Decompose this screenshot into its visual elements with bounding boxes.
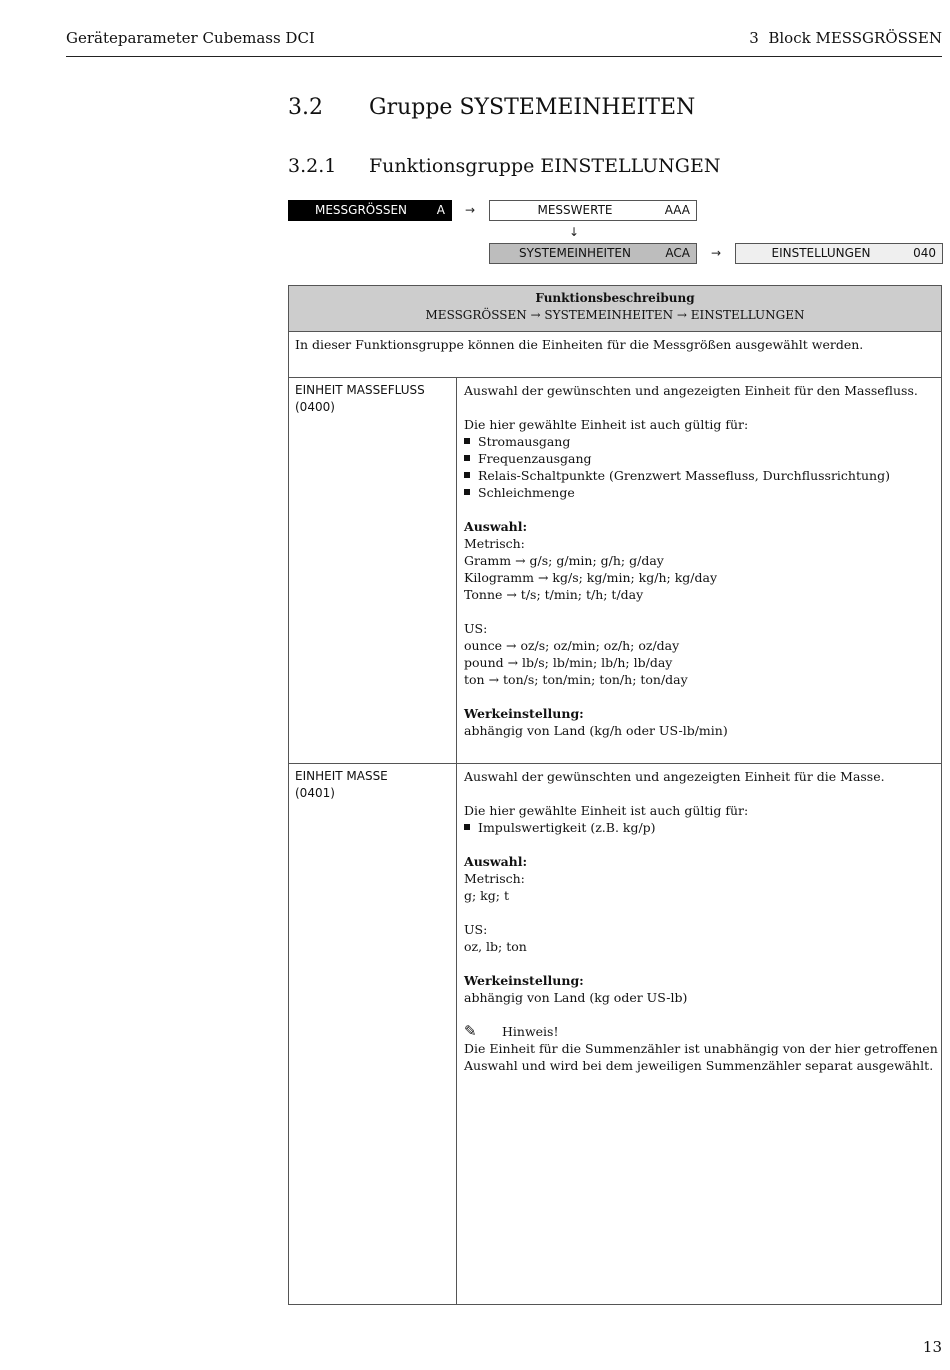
bullet-icon [464, 489, 470, 495]
default-value: abhängig von Land (kg/h oder US-lb/min) [464, 723, 728, 738]
subsection-number: 3.2.1 [288, 155, 337, 177]
table-header-path: MESSGRÖSSEN → SYSTEMEINHEITEN → EINSTELLUNGEN [425, 308, 805, 322]
arrow-right-icon: → [465, 203, 476, 217]
valid-for-title: Die hier gewählte Einheit ist auch gültig für: [464, 417, 749, 432]
nav-group-code: AAA [664, 203, 690, 217]
selection-label: Auswahl: [464, 854, 528, 869]
table-intro: In dieser Funktionsgruppe können die Einheiten für die Messgrößen ausgewählt werden. [295, 337, 864, 352]
table-header [289, 286, 941, 332]
running-header-title: Geräteparameter Cubemass DCI [66, 29, 315, 47]
metric-option: Gramm → g/s; g/min; g/h; g/day [464, 553, 664, 568]
param-description [464, 382, 934, 739]
subsection-heading [288, 155, 720, 177]
metric-option: Tonne → t/s; t/min; t/h; t/day [464, 587, 644, 602]
default-label: Werkeinstellung: [464, 706, 584, 721]
nav-function-group-einstellungen [735, 243, 943, 264]
us-label: US: [464, 621, 488, 636]
us-option: pound → lb/s; lb/min; lb/h; lb/day [464, 655, 673, 670]
us-option: ton → ton/s; ton/min; ton/h; ton/day [464, 672, 688, 687]
note-heading [464, 1023, 934, 1040]
param-name: EINHEIT MASSEFLUSS [295, 383, 425, 397]
pencil-icon: ✎ [464, 1022, 477, 1040]
nav-function-group-label: EINSTELLUNGEN [771, 246, 871, 260]
param-code: (0401) [295, 786, 335, 800]
bullet-icon [464, 438, 470, 444]
list-item: Schleichmenge [464, 484, 934, 501]
table-row [295, 382, 425, 416]
nav-block-messgroessen [288, 200, 452, 221]
us-option: oz, lb; ton [464, 939, 527, 954]
nav-group-messwerte [489, 200, 697, 221]
list-item: Impulswertigkeit (z.B. kg/p) [464, 819, 934, 836]
metric-option: g; kg; t [464, 888, 509, 903]
table-row [295, 768, 388, 802]
function-description-table [288, 285, 942, 1305]
bullet-icon [464, 472, 470, 478]
metric-label: Metrisch: [464, 536, 525, 551]
subsection-title: Funktionsgruppe EINSTELLUNGEN [369, 155, 721, 177]
selection-label: Auswahl: [464, 519, 528, 534]
nav-group-systemeinheiten [489, 243, 697, 264]
list-item: Relais-Schaltpunkte (Grenzwert Massefluss, Durchflussrichtung) [464, 467, 934, 484]
default-value: abhängig von Land (kg oder US-lb) [464, 990, 688, 1005]
list-item: Frequenzausgang [464, 450, 934, 467]
nav-block-label: MESSGRÖSSEN [314, 203, 408, 217]
metric-label: Metrisch: [464, 871, 525, 886]
arrow-right-icon: → [711, 246, 722, 260]
desc-intro: Auswahl der gewünschten und angezeigten Einheit für den Massefluss. [464, 383, 918, 398]
bullet-icon [464, 455, 470, 461]
column-divider [456, 378, 457, 1304]
nav-function-group-code: 040 [913, 246, 936, 260]
param-name: EINHEIT MASSE [295, 769, 388, 783]
section-title: Gruppe SYSTEMEINHEITEN [369, 95, 696, 120]
default-label: Werkeinstellung: [464, 973, 584, 988]
note-label: Hinweis! [502, 1024, 559, 1039]
row-divider [289, 377, 941, 378]
us-label: US: [464, 922, 488, 937]
section-heading [288, 95, 695, 120]
bullet-icon [464, 824, 470, 830]
note-text: Die Einheit für die Summenzähler ist unabhängig von der hier getroffenen [464, 1041, 938, 1056]
row-divider [289, 763, 941, 764]
nav-subgroup-code: ACA [665, 246, 690, 260]
nav-group-label: MESSWERTE [537, 203, 613, 217]
metric-option: Kilogramm → kg/s; kg/min; kg/h; kg/day [464, 570, 718, 585]
note-text: Auswahl und wird bei dem jeweiligen Summenzähler separat ausgewählt. [464, 1058, 934, 1073]
header-rule [66, 56, 942, 57]
section-number: 3.2 [288, 95, 323, 120]
running-header-chapter: 3 Block MESSGRÖSSEN [749, 29, 942, 47]
page-number: 13 [922, 1338, 942, 1356]
list-item: Stromausgang [464, 433, 934, 450]
us-option: ounce → oz/s; oz/min; oz/h; oz/day [464, 638, 680, 653]
table-header-title: Funktionsbeschreibung [535, 291, 695, 305]
nav-subgroup-label: SYSTEMEINHEITEN [519, 246, 631, 260]
param-description [464, 768, 938, 1074]
desc-intro: Auswahl der gewünschten und angezeigten Einheit für die Masse. [464, 769, 885, 784]
arrow-down-icon: ↓ [569, 225, 580, 239]
nav-block-code: A [436, 203, 445, 217]
param-code: (0400) [295, 400, 335, 414]
valid-for-title: Die hier gewählte Einheit ist auch gültig für: [464, 803, 749, 818]
